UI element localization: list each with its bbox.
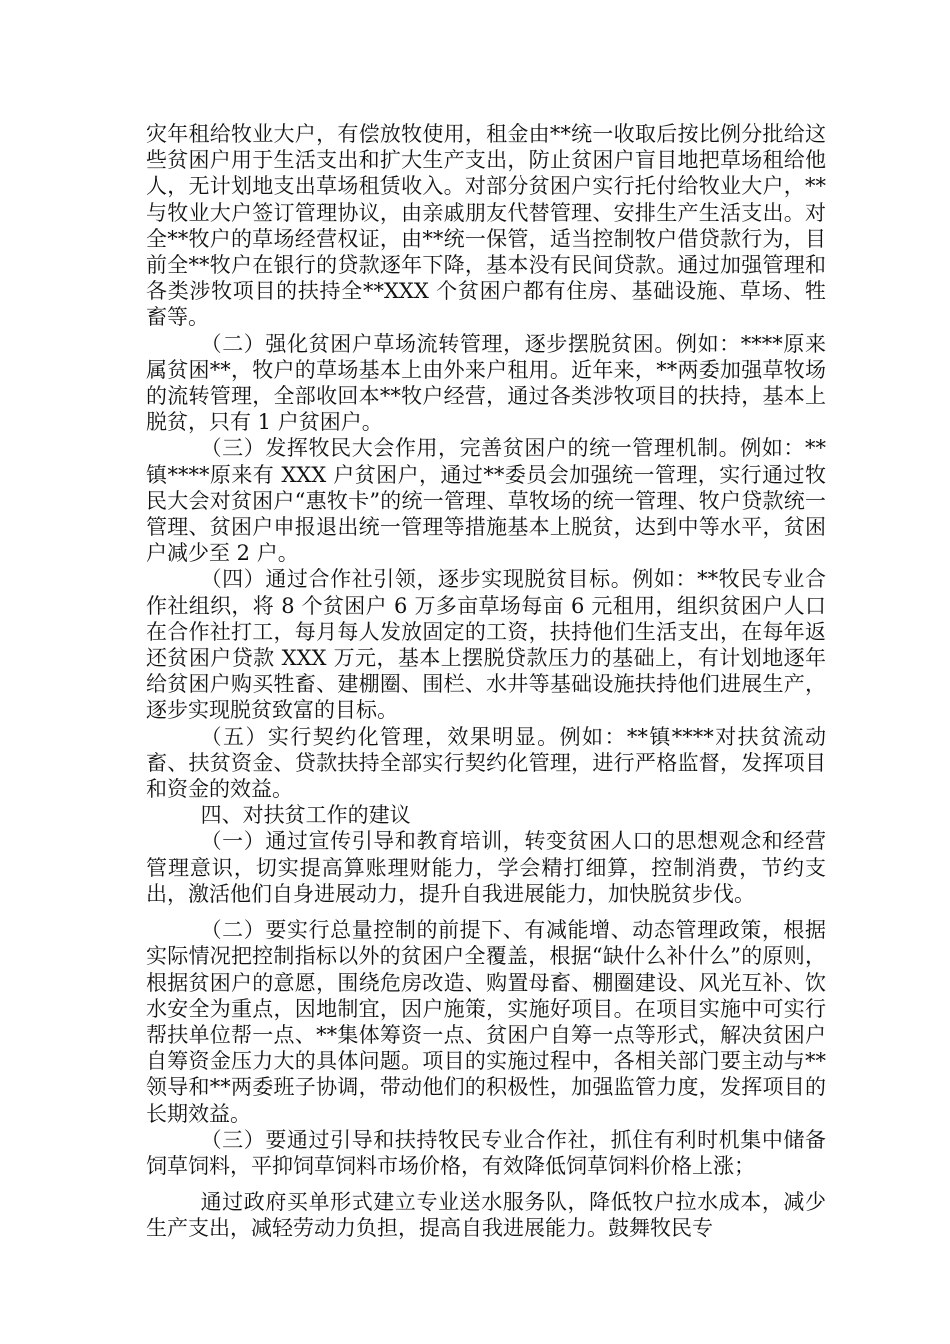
paragraph-2: （二）强化贫困户草场流转管理，逐步摆脱贫困。例如：****原来属贫困**，牧户的草场基本上由外来户租用。近年来，**两委加强草牧场的流转管理，全部收回本**牧户经营，通过各类涉牧项目的扶持，基本上脱贫，只有 1 户贫困户。 (146, 331, 826, 435)
paragraph-4: （四）通过合作社引领，逐步实现脱贫目标。例如：**牧民专业合作社组织，将 8 个贫困户 6 万多亩草场每亩 6 元租用，组织贫困户人口在合作社打工，每月每人发放固定的工资，扶持他们生活支出，在每年返还贫困户贷款 XXX 万元，基本上摆脱贷款压力的基础上，有计划地逐年给贫困户购买牲畜、建棚圈、围栏、水井等基础设施扶持他们进展生产，逐步实现脱贫致富的目标。 (146, 567, 826, 723)
paragraph-8: （三）要通过引导和扶持牧民专业合作社，抓住有利时机集中储备饲草饲料，平抑饲草饲料市场价格，有效降低饲草饲料价格上涨； (146, 1127, 826, 1178)
section-heading: 四、对扶贫工作的建议 (200, 803, 411, 828)
paragraph-1: 灾年租给牧业大户，有偿放牧使用，租金由**统一收取后按比例分批给这些贫困户用于生活支出和扩大生产支出，防止贫困户盲目地把草场租给他人，无计划地支出草场租赁收入。对部分贫困户实行托付给牧业大户，**与牧业大户签订管理协议，由亲戚朋友代替管理、安排生产生活支出。对全**牧户的草场经营权证，由**统一保管，适当控制牧户借贷款行为，目前全**牧户在银行的贷款逐年下降，基本没有民间贷款。通过加强管理和各类涉牧项目的扶持全**XXX 个贫困户都有住房、基础设施、草场、牲畜等。 (146, 122, 826, 330)
paragraph-6: （一）通过宣传引导和教育培训，转变贫困人口的思想观念和经营管理意识，切实提高算账理财能力，学会精打细算，控制消费，节约支出，激活他们自身进展动力，提升自我进展能力，加快脱贫步伐。 (146, 829, 826, 906)
paragraph-3: （三）发挥牧民大会作用，完善贫困户的统一管理机制。例如：**镇****原来有 XXX 户贫困户，通过**委员会加强统一管理，实行通过牧民大会对贫困户“惠牧卡”的统一管理、草牧场的统一管理、牧户贷款统一管理、贫困户申报退出统一管理等措施基本上脱贫，达到中等水平，贫困户减少至 2 户。 (146, 436, 826, 566)
paragraph-7: （二）要实行总量控制的前提下、有减能增、动态管理政策，根据实际情况把控制指标以外的贫困户全覆盖，根据“缺什么补什么”的原则，根据贫困户的意愿，围绕危房改造、购置母畜、棚圈建设、风光互补、饮水安全为重点，因地制宜，因户施策，实施好项目。在项目实施中可实行帮扶单位帮一点、**集体筹资一点、贫困户自筹一点等形式，解决贫困户自筹资金压力大的具体问题。项目的实施过程中，各相关部门要主动与**领导和**两委班子协调，带动他们的积极性，加强监管力度，发挥项目的长期效益。 (146, 918, 826, 1126)
paragraph-9: 通过政府买单形式建立专业送水服务队，降低牧户拉水成本，减少生产支出，减轻劳动力负担，提高自我进展能力。鼓舞牧民专 (146, 1190, 826, 1241)
paragraph-5: （五）实行契约化管理，效果明显。例如：**镇****对扶贫流动畜、扶贫资金、贷款扶持全部实行契约化管理，进行严格监督，发挥项目和资金的效益。 (146, 724, 826, 802)
document-body (146, 121, 826, 1242)
